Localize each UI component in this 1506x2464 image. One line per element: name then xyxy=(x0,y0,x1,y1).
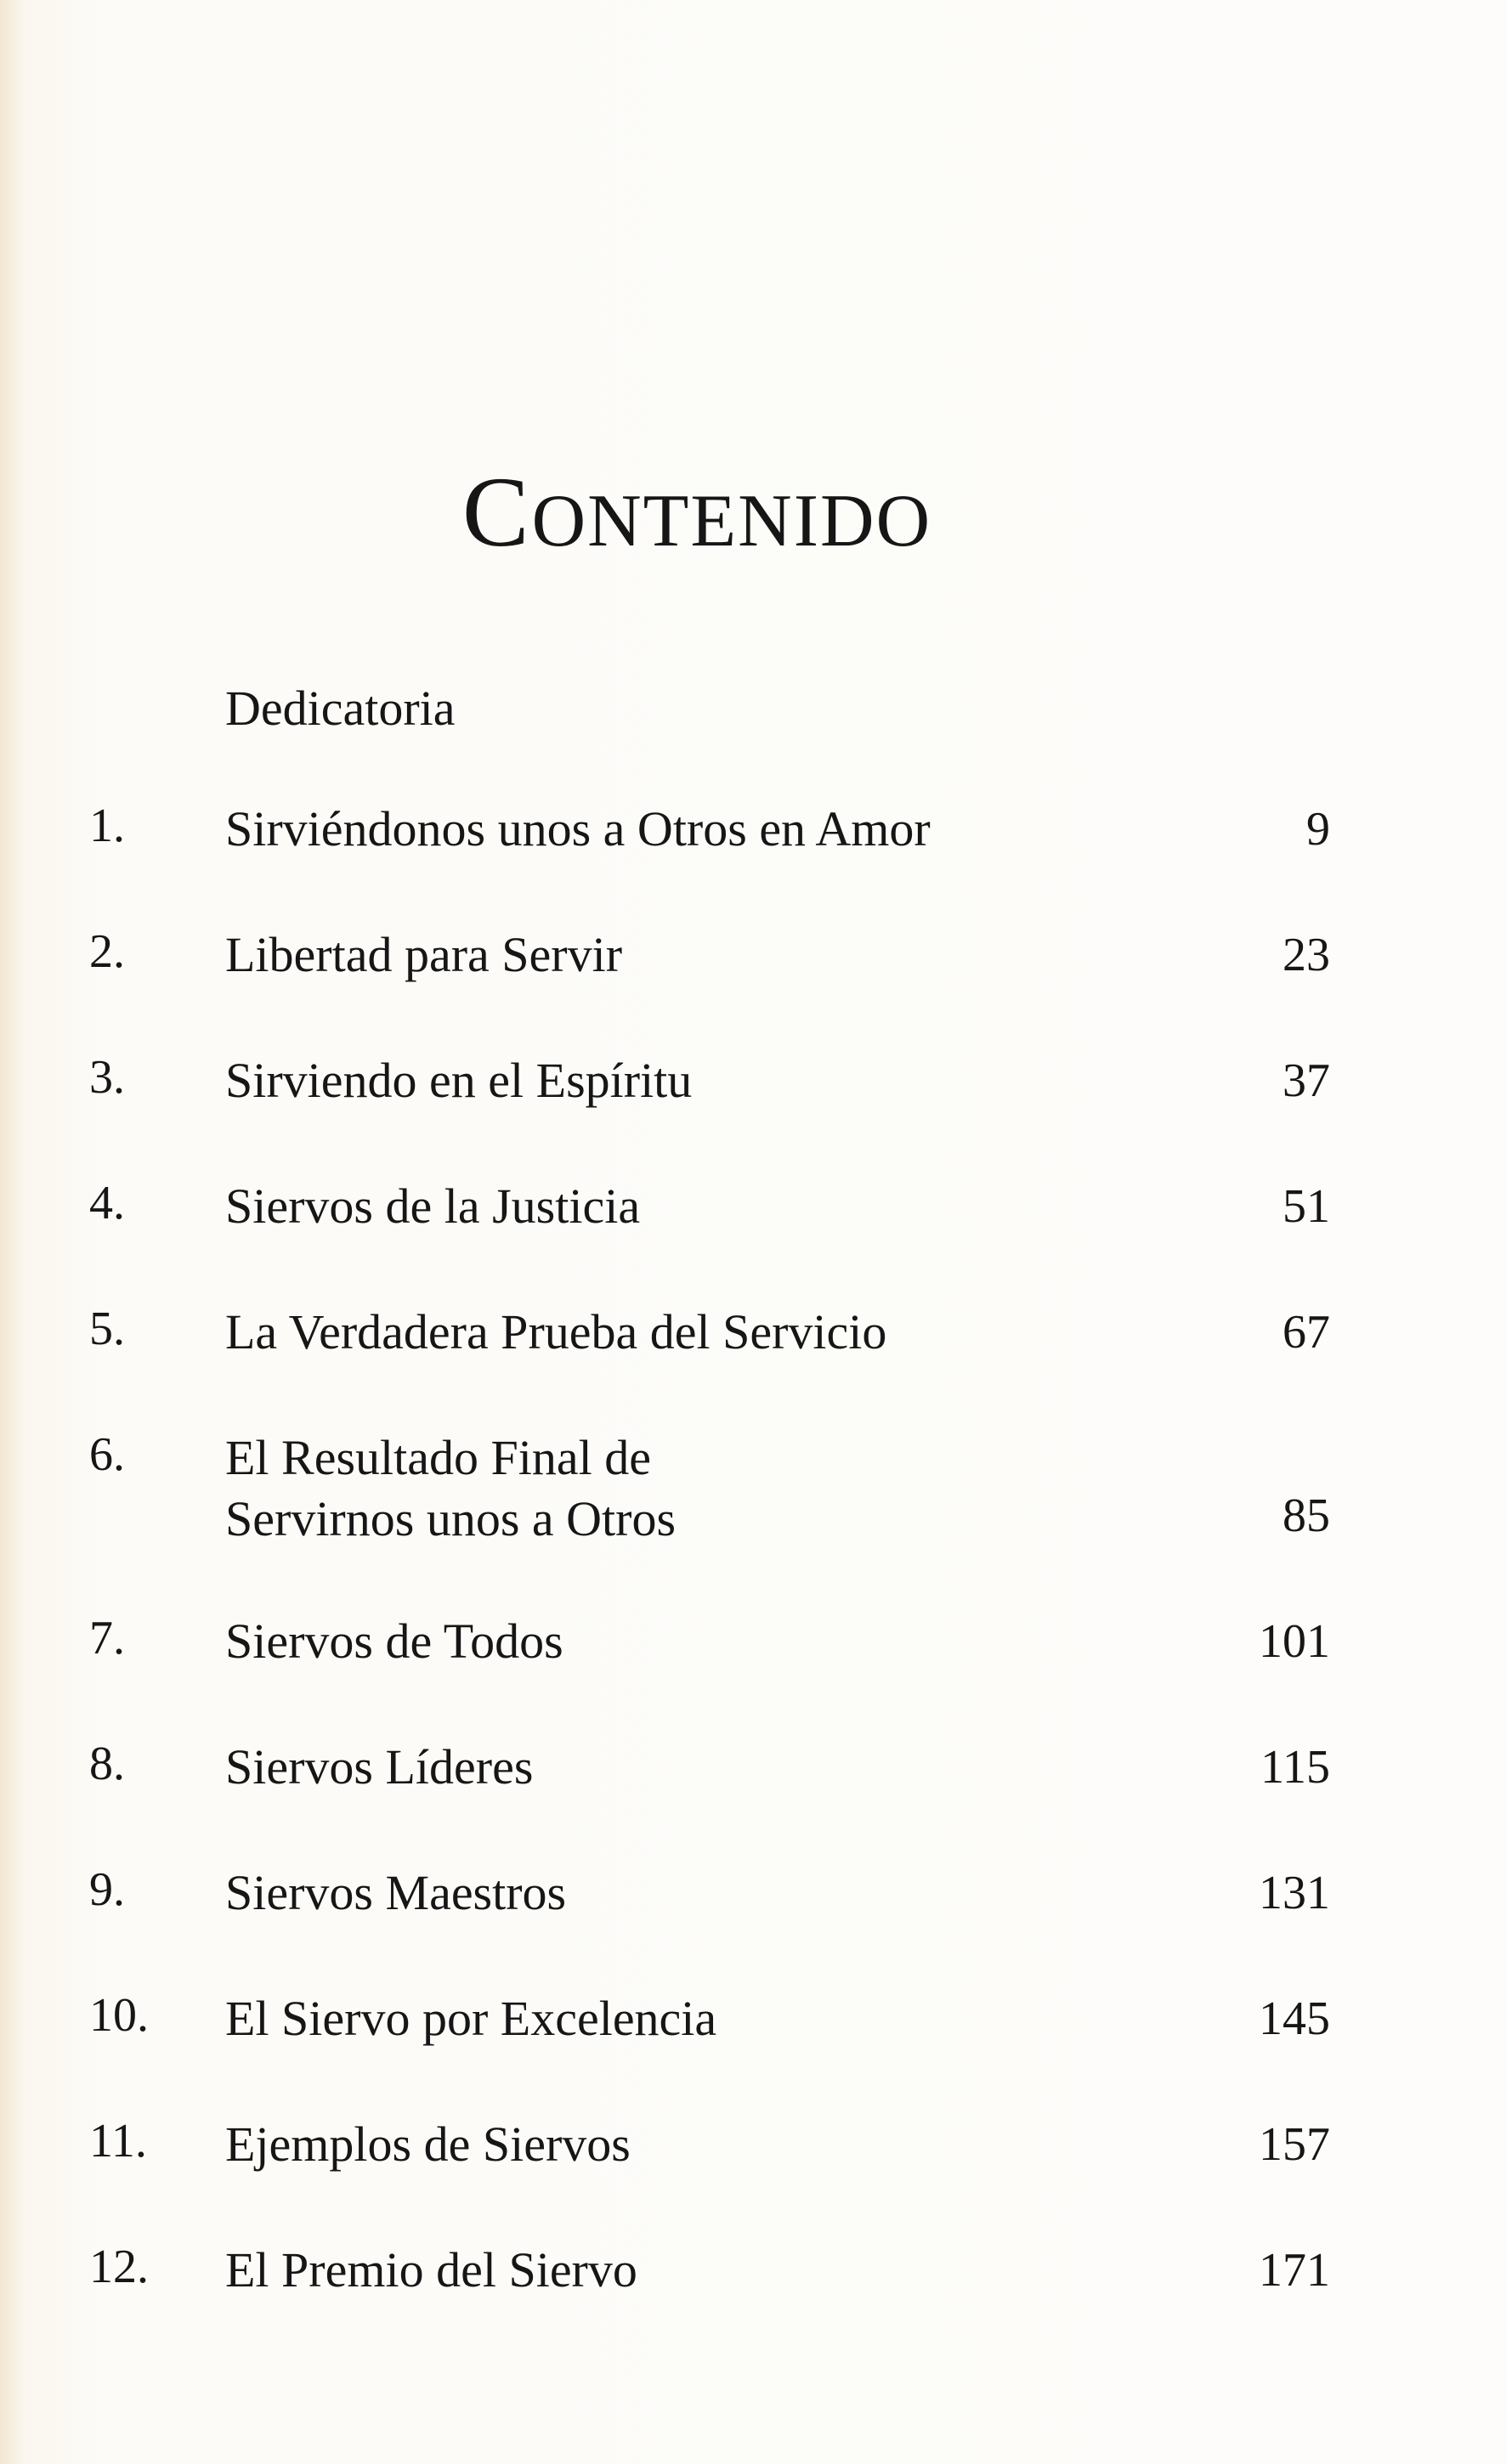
chapter-number: 6. xyxy=(89,1428,125,1481)
chapter-number: 2. xyxy=(89,925,125,978)
chapter-title-line: Siervos Maestros xyxy=(225,1865,567,1920)
toc-entry xyxy=(89,1427,1330,1546)
toc-entry xyxy=(89,2240,1330,2297)
chapter-number: 12. xyxy=(89,2241,149,2293)
chapter-title xyxy=(225,1176,1152,1237)
chapter-number: 9. xyxy=(89,1863,125,1916)
table-of-contents xyxy=(89,799,1330,2365)
toc-entry xyxy=(89,1302,1330,1359)
chapter-title-line: Siervos Líderes xyxy=(225,1739,534,1794)
toc-entry xyxy=(89,924,1330,982)
chapter-title-line: Libertad para Servir xyxy=(225,927,623,982)
chapter-title-line: La Verdadera Prueba del Servicio xyxy=(225,1304,887,1359)
chapter-title-line: El Resultado Final de xyxy=(225,1430,651,1485)
title-rest: ONTENIDO xyxy=(531,480,932,562)
chapter-title-line: El Premio del Siervo xyxy=(225,2242,637,2297)
chapter-title-line: El Siervo por Excelencia xyxy=(225,1991,717,2046)
chapter-title-line: Sirviéndonos unos a Otros en Amor xyxy=(225,801,931,856)
chapter-title xyxy=(225,924,1152,986)
page-title xyxy=(0,455,1394,570)
chapter-title-line: Siervos de la Justicia xyxy=(225,1178,641,1234)
chapter-number: 3. xyxy=(89,1051,125,1104)
chapter-number: 10. xyxy=(89,1989,149,2042)
chapter-title-line: Siervos de Todos xyxy=(225,1613,563,1669)
page-number: 67 xyxy=(1282,1306,1330,1359)
chapter-title-line: Servirnos unos a Otros xyxy=(225,1491,677,1546)
chapter-title xyxy=(225,1302,1152,1363)
toc-entry xyxy=(89,1176,1330,1234)
chapter-title xyxy=(225,1862,1152,1924)
chapter-title xyxy=(225,1988,1152,2049)
chapter-number: 11. xyxy=(89,2115,147,2167)
chapter-number: 7. xyxy=(89,1612,125,1664)
page-number: 145 xyxy=(1259,1992,1330,2045)
toc-entry xyxy=(89,1050,1330,1108)
chapter-title xyxy=(225,1427,1152,1550)
chapter-number: 4. xyxy=(89,1177,125,1229)
toc-entry xyxy=(89,1737,1330,1794)
page-number: 115 xyxy=(1260,1741,1330,1794)
page-number: 37 xyxy=(1282,1054,1330,1107)
toc-entry xyxy=(89,2114,1330,2172)
chapter-number: 1. xyxy=(89,800,125,852)
toc-entry xyxy=(89,1862,1330,1920)
chapter-title xyxy=(225,1737,1152,1798)
title-initial: C xyxy=(461,456,532,568)
page-number: 101 xyxy=(1259,1615,1330,1668)
page-number: 23 xyxy=(1282,929,1330,981)
chapter-title-line: Sirviendo en el Espíritu xyxy=(225,1053,693,1108)
chapter-title xyxy=(225,1611,1152,1672)
page-number: 85 xyxy=(1282,1489,1330,1542)
chapter-title xyxy=(225,2114,1152,2175)
chapter-title xyxy=(225,799,1152,860)
chapter-title xyxy=(225,1050,1152,1111)
toc-entry xyxy=(89,1988,1330,2046)
page-number: 51 xyxy=(1282,1180,1330,1233)
chapter-number: 8. xyxy=(89,1738,125,1790)
page-number: 157 xyxy=(1259,2118,1330,2171)
page-number: 9 xyxy=(1306,803,1330,856)
dedication-entry: Dedicatoria xyxy=(225,681,456,736)
page-number: 131 xyxy=(1259,1867,1330,1919)
toc-entry xyxy=(89,799,1330,856)
chapter-title-line: Ejemplos de Siervos xyxy=(225,2116,631,2172)
toc-entry xyxy=(89,1611,1330,1669)
chapter-title xyxy=(225,2240,1152,2301)
page-number: 171 xyxy=(1259,2244,1330,2297)
chapter-number: 5. xyxy=(89,1303,125,1355)
